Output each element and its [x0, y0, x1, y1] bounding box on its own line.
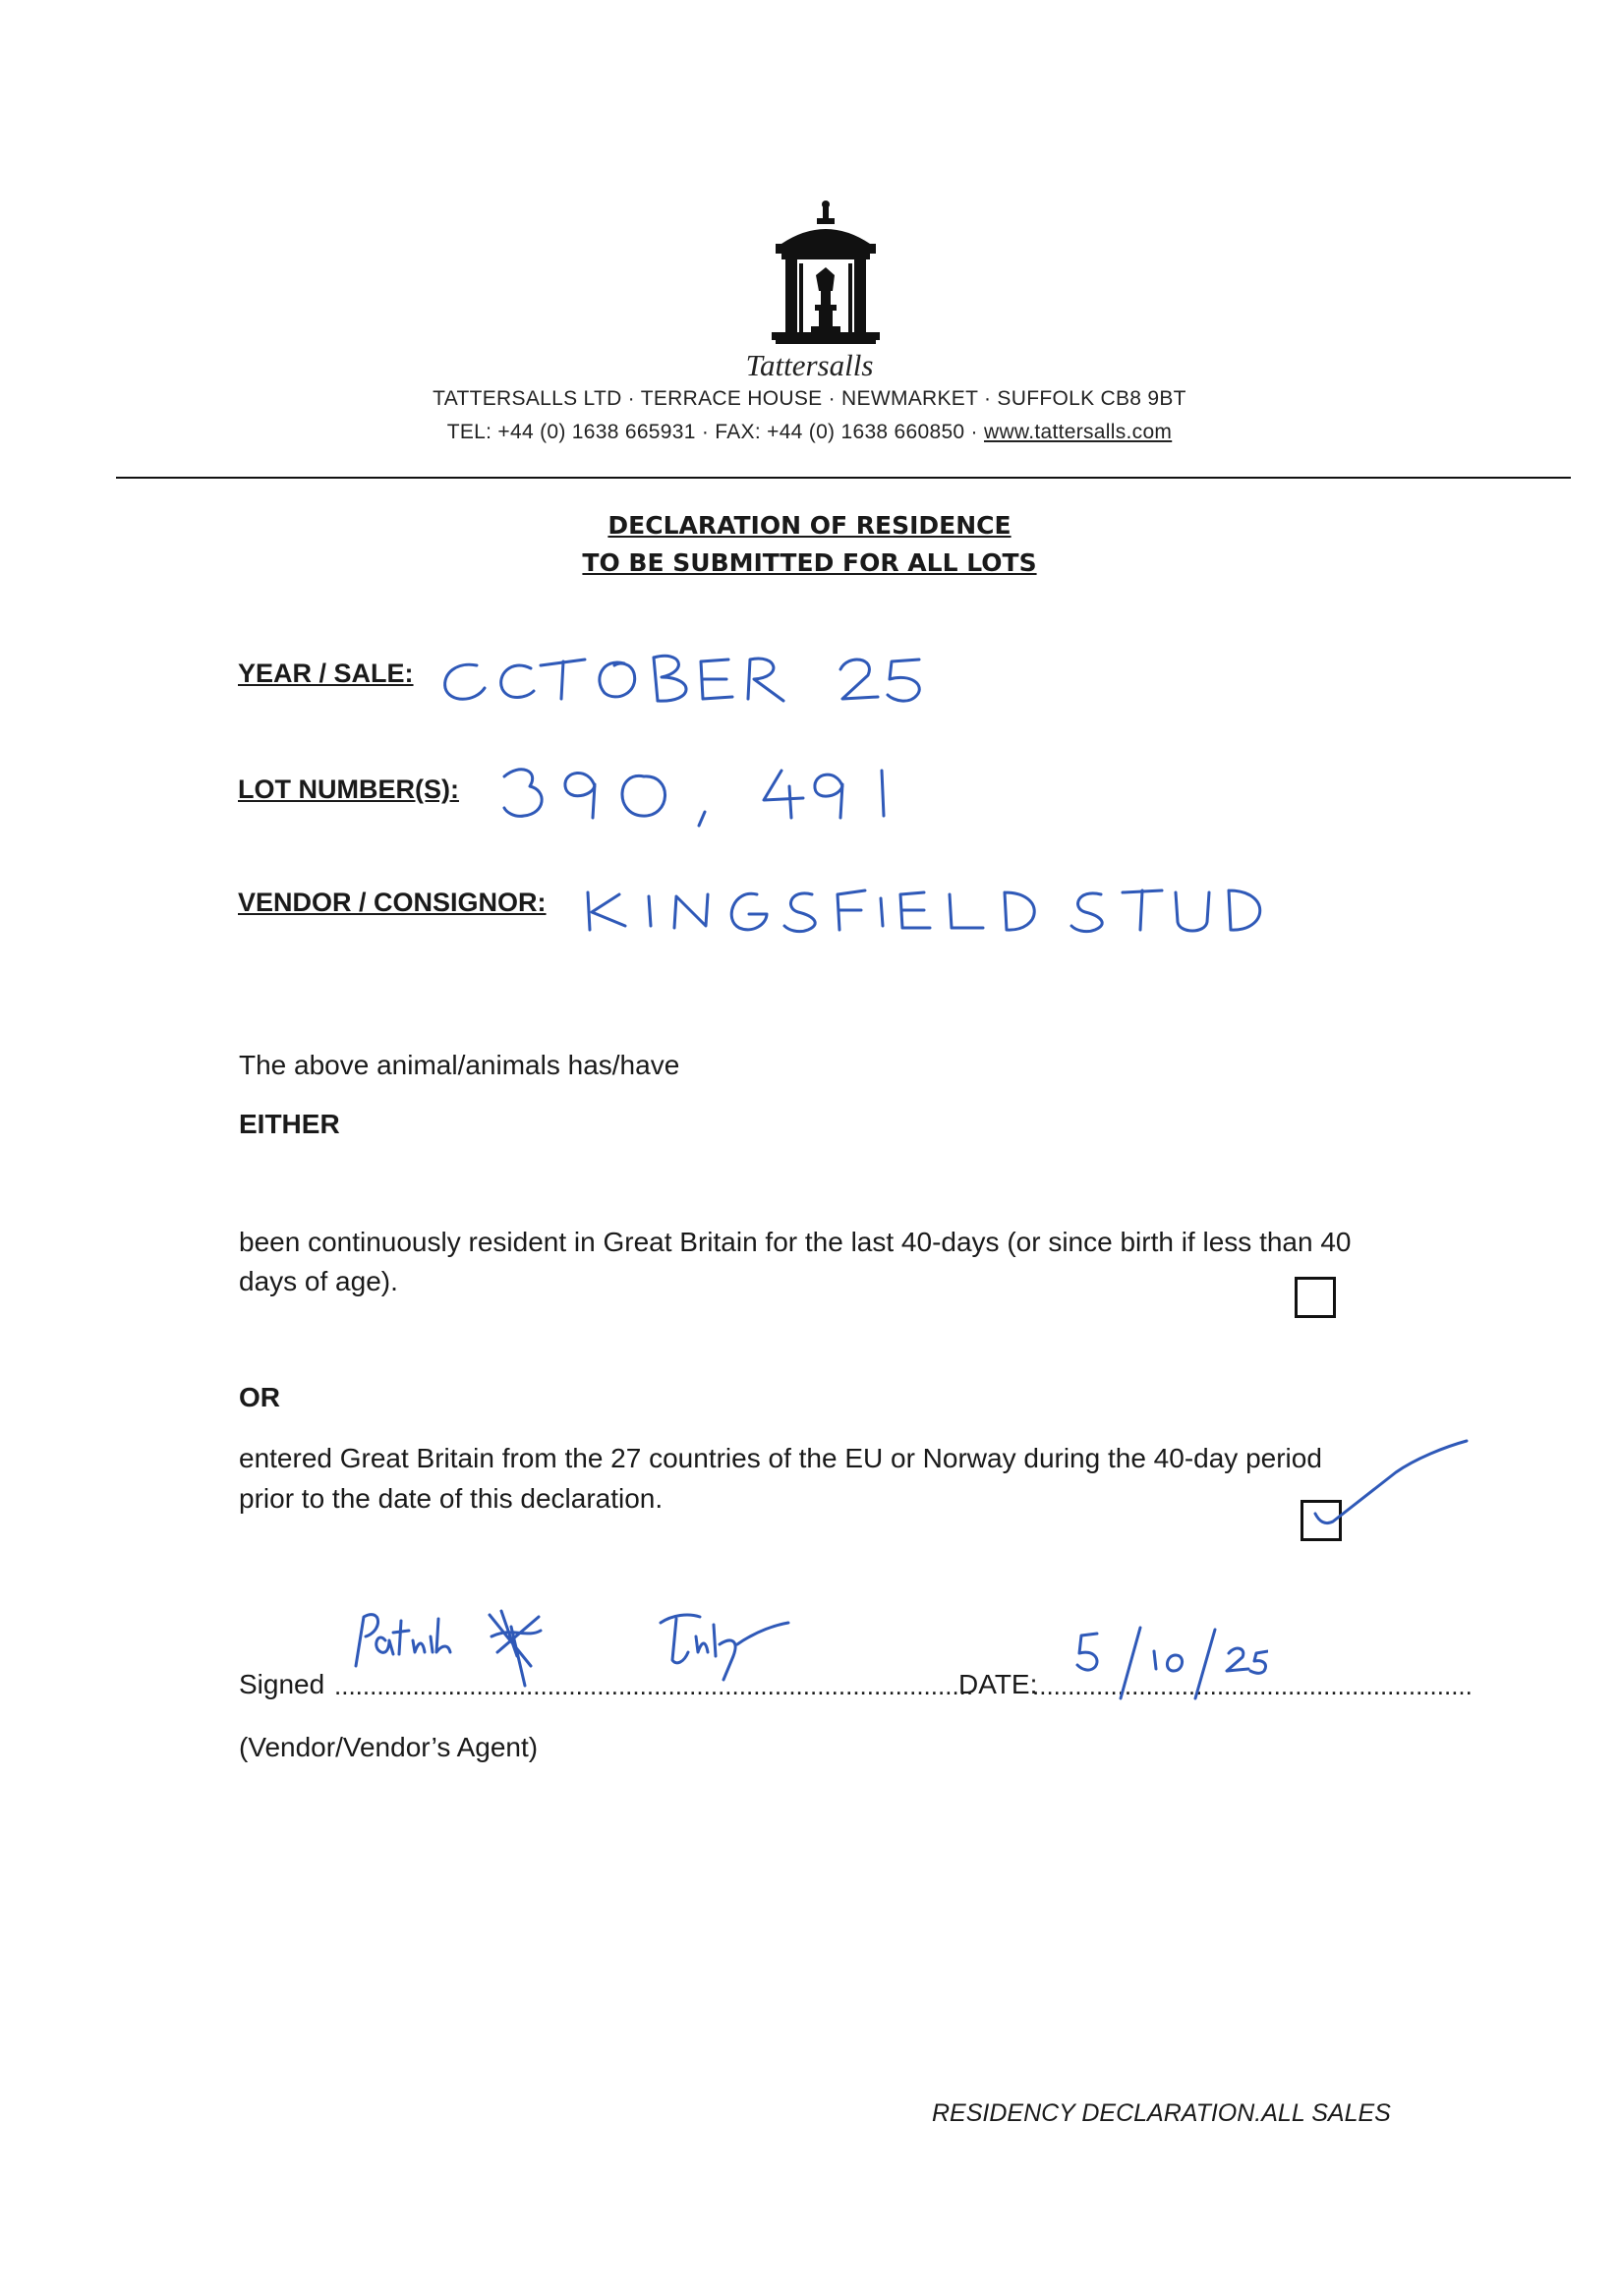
- date-line: ..............................................................: [1032, 1671, 1473, 1700]
- signed-label: Signed: [239, 1669, 325, 1699]
- option2-text-line2: prior to the date of this declaration.: [239, 1483, 664, 1514]
- vendor-consignor-label: VENDOR / CONSIGNOR:: [238, 888, 547, 917]
- company-contact: [0, 421, 1619, 444]
- option1-text-line2: days of age).: [239, 1266, 398, 1296]
- vendor-consignor-handwritten: [580, 875, 1278, 944]
- lot-numbers-label: LOT NUMBER(S):: [238, 775, 459, 804]
- signer-role: (Vendor/Vendor’s Agent): [239, 1732, 539, 1762]
- year-sale-value: [437, 660, 443, 661]
- option2-text-line1: entered Great Britain from the 27 countries of the EU or Norway during the 40-day period: [239, 1443, 1322, 1473]
- header-divider: [116, 477, 1571, 479]
- year-sale-handwritten: [437, 644, 929, 713]
- or-heading: OR: [239, 1382, 280, 1412]
- company-address: TATTERSALLS LTD · TERRACE HOUSE · NEWMARKET · SUFFOLK CB8 9BT: [433, 387, 1186, 410]
- document-code: RESIDENCY DECLARATION.ALL SALES: [932, 2099, 1391, 2127]
- lot-numbers-handwritten: [496, 757, 929, 835]
- tattersalls-logo: [772, 197, 880, 346]
- year-sale-label: YEAR / SALE:: [238, 659, 414, 688]
- date-handwritten: [1071, 1622, 1268, 1700]
- date-label: DATE:: [958, 1669, 1038, 1699]
- date-value: [1081, 1661, 1084, 1662]
- website-link[interactable]: www.tattersalls.com: [983, 421, 1173, 443]
- form-title: DECLARATION OF RESIDENCE: [607, 511, 1012, 540]
- option1-text-line1: been continuously resident in Great Britain for the last 40-days (or since birth if less than 40: [239, 1227, 1352, 1257]
- lot-numbers-value: [496, 776, 500, 777]
- contact-numbers: TEL: +44 (0) 1638 665931 · FAX: +44 (0) 1638 660850 ·: [446, 421, 984, 443]
- brand-name: Tattersalls: [745, 348, 874, 382]
- either-heading: EITHER: [239, 1109, 340, 1139]
- declaration-intro: The above animal/animals has/have: [239, 1050, 680, 1080]
- vendor-signature: [344, 1597, 806, 1705]
- option2-checkmark: [1298, 1433, 1474, 1551]
- form-subtitle: TO BE SUBMITTED FOR ALL LOTS: [582, 548, 1037, 577]
- option1-checkbox[interactable]: [1295, 1277, 1336, 1318]
- signature-line: ..........................................................................................: [334, 1671, 974, 1700]
